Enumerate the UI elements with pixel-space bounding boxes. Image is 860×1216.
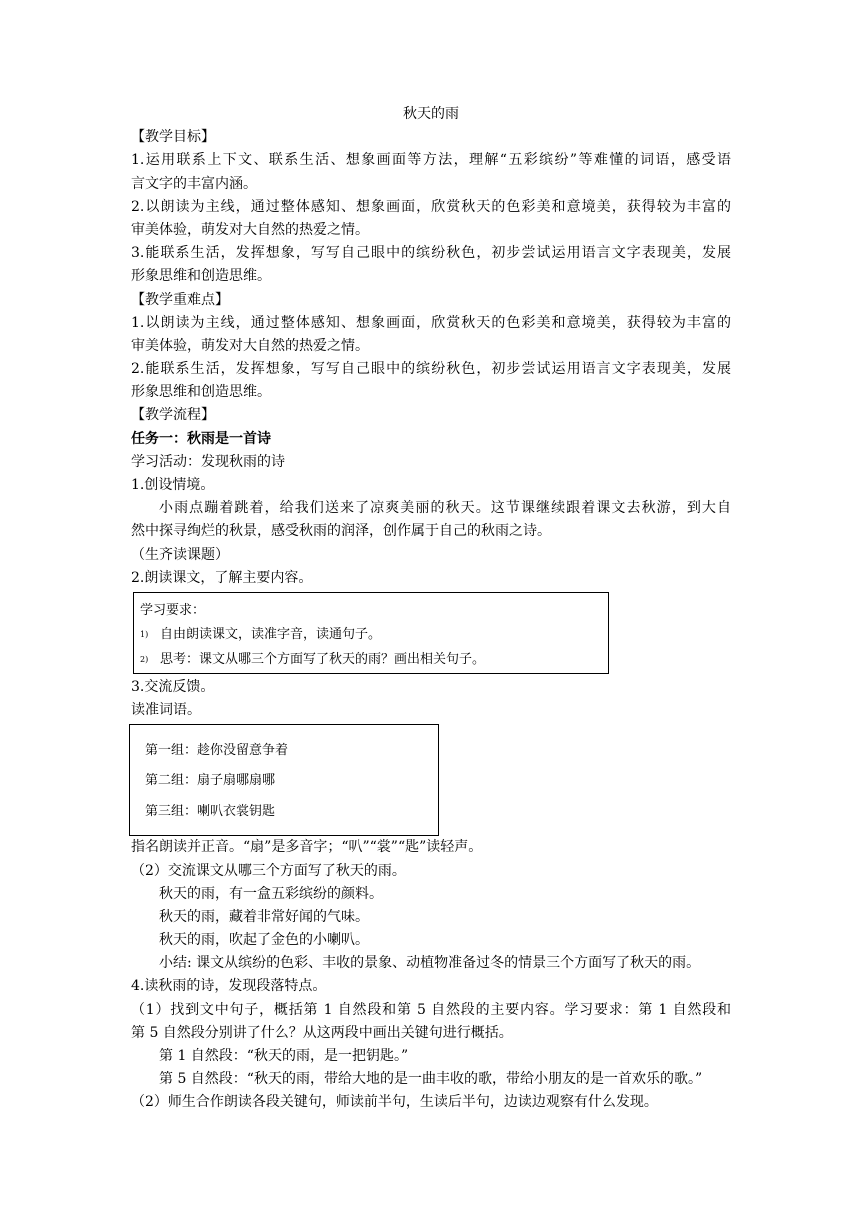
key-points-heading: 【教学重难点】	[131, 291, 229, 308]
exchange-heading: （2）交流课文从哪三个方面写了秋天的雨。	[131, 862, 406, 879]
key-point-1-line-2: 审美体验，萌发对大自然的热爱之情。	[131, 337, 369, 354]
objective-3-line-2: 形象思维和创造思维。	[131, 268, 271, 285]
vocab-group-2: 第二组：扇子扇哪扇哪	[145, 773, 276, 789]
paragraph-1-key-sentence: 第 1 自然段：“秋天的雨，是一把钥匙。”	[159, 1048, 409, 1064]
process-heading: 【教学流程】	[131, 407, 215, 424]
key-point-1-line-1: 1.以朗读为主线，通过整体感知、想象画面，欣赏秋天的色彩美和意境美，获得较为丰富的	[131, 314, 731, 331]
objective-2-line-2: 审美体验，萌发对大自然的热爱之情。	[131, 221, 369, 238]
requirement-item-2	[140, 648, 485, 667]
step-3-heading: 3.交流反馈。	[131, 678, 215, 695]
summary: 小结: 课文从缤纷的色彩、丰收的景象、动植物准备过冬的情景三个方面写了秋天的雨。	[159, 955, 701, 972]
step-1-text-line-2: 然中探寻绚烂的秋景，感受秋雨的润泽，创作属于自己的秋雨之诗。	[131, 523, 551, 540]
step-3-subheading: 读准词语。	[131, 702, 201, 719]
step-4-2: （2）师生合作朗读各段关键句，师读前半句，生读后半句，边读边观察有什么发现。	[131, 1094, 658, 1111]
objective-1-line-1: 1.运用联系上下文、联系生活、想象画面等方法，理解“五彩缤纷”等难懂的词语，感受语	[131, 152, 731, 169]
requirement-text: 自由朗读课文，读准字音，读通句子。	[160, 626, 382, 642]
objective-2-line-1: 2.以朗读为主线，通过整体感知、想象画面，欣赏秋天的色彩美和意境美，获得较为丰富的	[131, 198, 731, 215]
vocab-group-1: 第一组：趁你没留意争着	[145, 743, 289, 759]
requirement-text: 思考：课文从哪三个方面写了秋天的雨？画出相关句子。	[160, 651, 486, 667]
step-2-heading: 2.朗读课文，了解主要内容。	[131, 569, 313, 586]
sentence-3: 秋天的雨，吹起了金色的小喇叭。	[159, 932, 369, 949]
paragraph-5-key-sentence: 第 5 自然段：“秋天的雨，带给大地的是一曲丰收的歌，带给小朋友的是一首欢乐的歌。”	[159, 1071, 703, 1088]
requirement-item-1	[140, 623, 381, 642]
sentence-2: 秋天的雨，藏着非常好闻的气味。	[159, 908, 369, 925]
requirement-number: 1)	[140, 629, 149, 639]
sentence-1: 秋天的雨，有一盒五彩缤纷的颜料。	[159, 885, 383, 902]
key-point-2-line-2: 形象思维和创造思维。	[131, 384, 271, 401]
step-4-1-line-2: 第 5 自然段分别讲了什么？从这两段中画出关键句进行概括。	[131, 1024, 513, 1041]
learning-activity: 学习活动：发现秋雨的诗	[131, 453, 285, 470]
learning-requirements-box	[133, 592, 609, 674]
step-1-note: （生齐读课题）	[131, 546, 229, 563]
document-title: 秋天的雨	[403, 106, 459, 122]
task-1-heading: 任务一：秋雨是一首诗	[131, 430, 271, 447]
requirements-title: 学习要求：	[140, 602, 206, 618]
vocab-group-3: 第三组：喇叭衣裳钥匙	[145, 804, 276, 820]
objectives-heading: 【教学目标】	[131, 129, 215, 146]
step-1-text-line-1: 小雨点蹦着跳着，给我们送来了凉爽美丽的秋天。这节课继续跟着课文去秋游，到大自	[159, 500, 731, 517]
step-1-heading: 1.创设情境。	[131, 477, 215, 493]
objective-3-line-1: 3.能联系生活，发挥想象，写写自己眼中的缤纷秋色，初步尝试运用语言文字表现美，发展	[131, 245, 731, 262]
objective-1-line-2: 言文字的丰富内涵。	[131, 175, 257, 192]
key-point-2-line-1: 2.能联系生活，发挥想象，写写自己眼中的缤纷秋色，初步尝试运用语言文字表现美，发展	[131, 361, 731, 378]
vocabulary-box	[129, 724, 439, 836]
pronunciation-note: 指名朗读并正音。“扇”是多音字；“叭”“裳”“匙”读轻声。	[131, 839, 483, 856]
step-4-heading: 4.读秋雨的诗，发现段落特点。	[131, 978, 327, 995]
document-body	[131, 103, 731, 1115]
requirement-number: 2)	[140, 654, 149, 664]
step-4-1-line-1: （1）找到文中句子，概括第 1 自然段和第 5 自然段的主要内容。学习要求：第 1 自然段和	[131, 1001, 731, 1018]
